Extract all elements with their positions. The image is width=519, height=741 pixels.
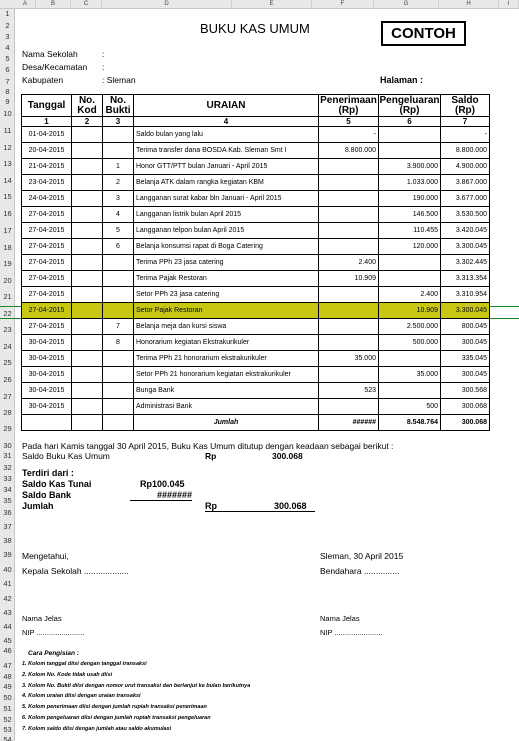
column-header[interactable]: C	[71, 0, 102, 9]
total-cell-blank[interactable]	[103, 415, 134, 431]
table-row[interactable]	[22, 383, 490, 399]
bank-value: #######	[130, 491, 192, 501]
row-number[interactable]: 6	[5, 65, 10, 74]
cell-penerimaan[interactable]	[319, 175, 379, 191]
sig-right-nip: NIP .......................	[320, 628, 383, 637]
table-row[interactable]	[22, 319, 490, 335]
cell-bukti[interactable]	[103, 127, 134, 143]
cell-uraian[interactable]: Langganan telpon bulan April 2015	[134, 223, 319, 239]
closing-saldo-value: 300.068	[272, 451, 303, 461]
header-no-bukti[interactable]: No. Bukti	[103, 95, 134, 117]
row-number[interactable]: 4	[5, 43, 10, 52]
instruction-item: 6. Kolom pengeluaran diisi dengan jumlah rupiah transaksi pengeluaran	[22, 715, 211, 721]
cell-saldo[interactable]: 300.045	[441, 367, 490, 383]
sig-left-top: Mengetahui,	[22, 551, 69, 561]
page-label: Halaman :	[380, 75, 424, 85]
row-number[interactable]: 13	[3, 159, 12, 168]
row-number[interactable]: 52	[3, 715, 12, 724]
cell-kod[interactable]	[72, 255, 103, 271]
closing-saldo-label: Saldo Buku Kas Umum	[22, 451, 110, 461]
cell-penerimaan[interactable]	[319, 159, 379, 175]
cell-bukti[interactable]	[103, 383, 134, 399]
cell-uraian[interactable]: Belanja meja dan kursi siswa	[134, 319, 319, 335]
cell-date[interactable]: 27-04-2015	[22, 319, 72, 335]
sig-left-nip: NIP .......................	[22, 628, 85, 637]
table-row[interactable]	[22, 351, 490, 367]
cell-saldo[interactable]: 8.800.000	[441, 143, 490, 159]
row-number[interactable]: 3	[5, 32, 10, 41]
row-number[interactable]: 16	[3, 209, 12, 218]
cell-bukti[interactable]	[103, 271, 134, 287]
cell-penerimaan[interactable]	[319, 367, 379, 383]
column-number: 1	[22, 117, 72, 127]
cell-kod[interactable]	[72, 271, 103, 287]
total-cell-blank[interactable]	[72, 415, 103, 431]
cell-date[interactable]: 30-04-2015	[22, 335, 72, 351]
row-number[interactable]: 17	[3, 226, 12, 235]
row-number[interactable]: 28	[3, 408, 12, 417]
row-number[interactable]: 24	[3, 342, 12, 351]
table-row[interactable]	[22, 367, 490, 383]
cell-uraian[interactable]: Langganan surat kabar bln Januari - April 2015	[134, 191, 319, 207]
column-header-bar	[0, 0, 519, 9]
instructions-title: Cara Pengisian :	[28, 650, 79, 657]
column-number: 6	[379, 117, 441, 127]
cell-pengeluaran[interactable]: 35.000	[379, 367, 441, 383]
row-number[interactable]: 46	[3, 646, 12, 655]
cell-date[interactable]: 30-04-2015	[22, 399, 72, 415]
row-number[interactable]: 14	[3, 176, 12, 185]
cell-saldo[interactable]: 3.530.500	[441, 207, 490, 223]
column-header[interactable]: G	[374, 0, 439, 9]
cell-uraian[interactable]: Terima PPh 21 honorarium ekstrakurikuler	[134, 351, 319, 367]
table-row[interactable]	[22, 191, 490, 207]
row-number[interactable]: 50	[3, 693, 12, 702]
cell-saldo[interactable]: -	[441, 127, 490, 143]
cell-bukti[interactable]: 7	[103, 319, 134, 335]
cell-date[interactable]: 24-04-2015	[22, 191, 72, 207]
row-number[interactable]: 53	[3, 725, 12, 734]
bank-label: Saldo Bank	[22, 490, 72, 500]
cell-bukti[interactable]	[103, 351, 134, 367]
cell-penerimaan[interactable]	[319, 191, 379, 207]
cell-date[interactable]: 20-04-2015	[22, 143, 72, 159]
cell-bukti[interactable]	[103, 303, 134, 319]
row-number[interactable]: 36	[3, 508, 12, 517]
cell-saldo[interactable]: 3.300.045	[441, 239, 490, 255]
cell-bukti[interactable]	[103, 255, 134, 271]
cash-book-table	[21, 94, 490, 431]
column-header[interactable]: E	[232, 0, 312, 9]
cell-uraian[interactable]: Setor PPh 23 jasa catering	[134, 287, 319, 303]
row-number[interactable]: 45	[3, 636, 12, 645]
cell-date[interactable]: 01-04-2015	[22, 127, 72, 143]
cell-uraian[interactable]: Bunga Bank	[134, 383, 319, 399]
cell-pengeluaran[interactable]: 500	[379, 399, 441, 415]
instruction-item: 5. Kolom penerimaan diisi dengan jumlah rupiah transaksi penerimaan	[22, 704, 207, 711]
cell-saldo[interactable]: 300.568	[441, 383, 490, 399]
row-number[interactable]: 23	[3, 325, 12, 334]
cell-uraian[interactable]: Terima transfer dana BOSDA Kab. Sleman Smt I	[134, 143, 319, 159]
cell-pengeluaran[interactable]	[379, 127, 441, 143]
cell-date[interactable]: 27-04-2015	[22, 239, 72, 255]
header-uraian[interactable]: URAIAN	[134, 95, 319, 117]
cell-bukti[interactable]	[103, 143, 134, 159]
cell-date[interactable]: 27-04-2015	[22, 207, 72, 223]
cell-kod[interactable]	[72, 367, 103, 383]
row-header-bar	[0, 9, 15, 741]
row-number[interactable]: 19	[3, 259, 12, 268]
row-number[interactable]: 7	[5, 77, 10, 86]
row-number[interactable]: 21	[3, 292, 12, 301]
cell-bukti[interactable]	[103, 367, 134, 383]
column-number: 7	[441, 117, 490, 127]
cell-date[interactable]: 27-04-2015	[22, 223, 72, 239]
column-header[interactable]: A	[15, 0, 36, 9]
cell-uraian[interactable]: Saldo bulan yang lalu	[134, 127, 319, 143]
row-number[interactable]: 26	[3, 375, 12, 384]
cell-uraian[interactable]: Honorarium kegiatan Ekstrakurikuler	[134, 335, 319, 351]
cell-pengeluaran[interactable]	[379, 143, 441, 159]
row-number[interactable]: 9	[5, 97, 10, 106]
row-number[interactable]: 41	[3, 579, 12, 588]
row-number[interactable]: 49	[3, 682, 12, 691]
cell-saldo[interactable]: 300.068	[441, 399, 490, 415]
cell-uraian[interactable]: Honor GTT/PTT bulan Januari - April 2015	[134, 159, 319, 175]
header-penerimaan[interactable]: Penerimaan (Rp)	[320, 94, 377, 116]
table-row[interactable]	[22, 335, 490, 351]
cell-uraian[interactable]: Belanja konsumsi rapat di Boga Catering	[134, 239, 319, 255]
instruction-item: 1. Kolom tanggal diisi dengan tanggal transaksi	[22, 661, 147, 667]
cell-penerimaan[interactable]: -	[319, 127, 379, 143]
cell-penerimaan[interactable]	[319, 399, 379, 415]
cell-kod[interactable]	[72, 239, 103, 255]
table-row[interactable]	[22, 287, 490, 303]
row-number[interactable]: 51	[3, 704, 12, 713]
cell-penerimaan[interactable]: 35.000	[319, 351, 379, 367]
cell-kod[interactable]	[72, 399, 103, 415]
total-pengeluaran[interactable]: 8.548.764	[379, 415, 441, 431]
cell-bukti[interactable]	[103, 399, 134, 415]
cell-pengeluaran[interactable]: 500.000	[379, 335, 441, 351]
table-row[interactable]	[22, 271, 490, 287]
cell-kod[interactable]	[72, 383, 103, 399]
village-label: Desa/Kecamatan	[22, 62, 88, 72]
cell-pengeluaran[interactable]	[379, 383, 441, 399]
column-header[interactable]: B	[36, 0, 71, 9]
row-number[interactable]: 40	[3, 565, 12, 574]
row-number[interactable]: 38	[3, 536, 12, 545]
page-title: BUKU KAS UMUM	[200, 21, 310, 36]
row-number[interactable]: 30	[3, 441, 12, 450]
tunai-label: Saldo Kas Tunai	[22, 479, 92, 489]
column-header[interactable]: F	[312, 0, 374, 9]
school-colon: :	[102, 49, 105, 59]
cell-saldo[interactable]: 800.045	[441, 319, 490, 335]
cell-date[interactable]: 27-04-2015	[22, 287, 72, 303]
cell-saldo[interactable]: 335.045	[441, 351, 490, 367]
cell-saldo[interactable]: 3.677.000	[441, 191, 490, 207]
table-row[interactable]	[22, 175, 490, 191]
cell-saldo[interactable]: 300.045	[441, 335, 490, 351]
cell-penerimaan[interactable]	[319, 223, 379, 239]
jumlah-currency: Rp	[205, 502, 315, 512]
cell-penerimaan[interactable]	[319, 303, 379, 319]
sig-right-name: Nama Jelas	[320, 614, 360, 623]
row-number[interactable]: 15	[3, 192, 12, 201]
row-number[interactable]: 1	[5, 9, 10, 18]
sig-left-role: Kepala Sekolah ...................	[22, 566, 129, 576]
table-row[interactable]	[22, 303, 490, 319]
row-number[interactable]: 42	[3, 594, 12, 603]
cell-pengeluaran[interactable]: 2.400	[379, 287, 441, 303]
column-number: 5	[319, 117, 379, 127]
total-cell-blank[interactable]	[22, 415, 72, 431]
cell-uraian[interactable]: Administrasi Bank	[134, 399, 319, 415]
cell-kod[interactable]	[72, 175, 103, 191]
cell-kod[interactable]	[72, 351, 103, 367]
row-number[interactable]: 35	[3, 496, 12, 505]
row-number[interactable]: 33	[3, 474, 12, 483]
column-header[interactable]: I	[499, 0, 519, 9]
row-number[interactable]: 31	[3, 451, 12, 460]
cell-penerimaan[interactable]	[319, 287, 379, 303]
cell-kod[interactable]	[72, 335, 103, 351]
cell-penerimaan[interactable]: 10.909	[319, 271, 379, 287]
row-number[interactable]: 54	[3, 735, 12, 741]
sig-left-name: Nama Jelas	[22, 614, 62, 623]
table-row[interactable]	[22, 207, 490, 223]
contoh-badge: CONTOH	[381, 21, 466, 46]
row-number[interactable]: 47	[3, 661, 12, 670]
table-row[interactable]	[22, 239, 490, 255]
total-saldo[interactable]: 300.068	[441, 415, 490, 431]
cell-pengeluaran[interactable]: 120.000	[379, 239, 441, 255]
row-number[interactable]: 43	[3, 608, 12, 617]
cell-pengeluaran[interactable]: 190.000	[379, 191, 441, 207]
tunai-value: Rp100.045	[140, 479, 185, 489]
cell-date[interactable]: 30-04-2015	[22, 367, 72, 383]
row-number[interactable]: 12	[3, 143, 12, 152]
cell-date[interactable]: 30-04-2015	[22, 383, 72, 399]
cell-bukti[interactable]: 5	[103, 223, 134, 239]
instruction-item: 2. Kolom No. Kode tidak usah diisi	[22, 671, 113, 678]
cell-penerimaan[interactable]	[319, 335, 379, 351]
column-number: 3	[103, 117, 134, 127]
row-number[interactable]: 2	[5, 21, 10, 30]
cell-date[interactable]: 30-04-2015	[22, 351, 72, 367]
cell-uraian[interactable]: Setor PPh 21 honorarium kegiatan ekstrakurikuler	[134, 367, 319, 383]
cell-penerimaan[interactable]	[319, 207, 379, 223]
table-row[interactable]	[22, 159, 490, 175]
row-number[interactable]: 34	[3, 485, 12, 494]
cell-kod[interactable]	[72, 191, 103, 207]
cell-kod[interactable]	[72, 287, 103, 303]
cell-kod[interactable]	[72, 223, 103, 239]
table-row[interactable]	[22, 143, 490, 159]
cell-date[interactable]: 27-04-2015	[22, 255, 72, 271]
cell-pengeluaran[interactable]: 1.033.000	[379, 175, 441, 191]
cell-kod[interactable]	[72, 319, 103, 335]
header-saldo[interactable]: Saldo (Rp)	[441, 95, 490, 117]
row-number[interactable]: 20	[3, 276, 12, 285]
regency-value: : Sleman	[102, 75, 136, 85]
village-colon: :	[102, 62, 105, 72]
cell-saldo[interactable]: 3.420.045	[441, 223, 490, 239]
table-row[interactable]	[22, 399, 490, 415]
cell-saldo[interactable]: 3.310.954	[441, 287, 490, 303]
cell-saldo[interactable]: 3.300.045	[441, 303, 490, 319]
cell-kod[interactable]	[72, 303, 103, 319]
cell-uraian[interactable]: Setor Pajak Restoran	[134, 303, 319, 319]
regency-label: Kabupaten	[22, 75, 64, 85]
table-row[interactable]	[22, 255, 490, 271]
cell-kod[interactable]	[72, 159, 103, 175]
cell-bukti[interactable]: 8	[103, 335, 134, 351]
cell-date[interactable]: 27-04-2015	[22, 271, 72, 287]
cell-pengeluaran[interactable]: 2.500.000	[379, 319, 441, 335]
closing-saldo-currency: Rp	[205, 451, 217, 461]
row-number[interactable]: 8	[5, 87, 10, 96]
cell-saldo[interactable]: 4.900.000	[441, 159, 490, 175]
cell-pengeluaran[interactable]	[379, 255, 441, 271]
cell-bukti[interactable]: 3	[103, 191, 134, 207]
cell-penerimaan[interactable]	[319, 239, 379, 255]
cell-date[interactable]: 23-04-2015	[22, 175, 72, 191]
sig-right-top: Sleman, 30 April 2015	[320, 551, 404, 561]
row-number[interactable]: 39	[3, 550, 12, 559]
cell-penerimaan[interactable]: 2.400	[319, 255, 379, 271]
row-number[interactable]: 22	[3, 309, 12, 318]
header-no-kod[interactable]: No. Kod	[72, 95, 103, 117]
row-number[interactable]: 29	[3, 424, 12, 433]
cell-saldo[interactable]: 3.302.445	[441, 255, 490, 271]
cell-uraian[interactable]: Terima PPh 23 jasa catering	[134, 255, 319, 271]
cell-pengeluaran[interactable]: 10.909	[379, 303, 441, 319]
cell-saldo[interactable]: 3.313.354	[441, 271, 490, 287]
row-number[interactable]: 44	[3, 622, 12, 631]
cell-kod[interactable]	[72, 143, 103, 159]
cell-bukti[interactable]: 4	[103, 207, 134, 223]
jumlah-value: 300.068	[274, 501, 307, 511]
cell-uraian[interactable]: Belanja ATK dalam rangka kegiatan KBM	[134, 175, 319, 191]
cell-uraian[interactable]: Langganan listrik bulan April 2015	[134, 207, 319, 223]
header-pengeluaran[interactable]: Pengeluaran (Rp)	[379, 94, 440, 116]
cell-pengeluaran[interactable]: 110.455	[379, 223, 441, 239]
cell-bukti[interactable]: 1	[103, 159, 134, 175]
column-number: 4	[134, 117, 319, 127]
jumlah-label: Jumlah	[22, 501, 54, 511]
instruction-item: 3. Kolom No. Bukti diisi dengan nomor urut transaksi dan berlanjut ke bulan berikutnya	[22, 682, 251, 689]
row-number[interactable]: 27	[3, 392, 12, 401]
cell-bukti[interactable]	[103, 287, 134, 303]
row-number[interactable]: 25	[3, 358, 12, 367]
row-number[interactable]: 5	[5, 54, 10, 63]
column-header[interactable]: D	[102, 0, 232, 9]
row-number[interactable]: 11	[3, 126, 12, 135]
cell-bukti[interactable]: 6	[103, 239, 134, 255]
cell-penerimaan[interactable]: 8.800.000	[319, 143, 379, 159]
cell-kod[interactable]	[72, 207, 103, 223]
cell-penerimaan[interactable]	[319, 319, 379, 335]
cell-uraian[interactable]: Terima Pajak Restoran	[134, 271, 319, 287]
table-row[interactable]	[22, 223, 490, 239]
cell-penerimaan[interactable]: 523	[319, 383, 379, 399]
column-number: 2	[72, 117, 103, 127]
cell-pengeluaran[interactable]: 146.500	[379, 207, 441, 223]
cell-pengeluaran[interactable]	[379, 351, 441, 367]
cell-pengeluaran[interactable]: 3.900.000	[379, 159, 441, 175]
terdiri-label: Terdiri dari :	[22, 468, 74, 478]
table-row[interactable]	[22, 127, 490, 143]
row-number[interactable]: 18	[3, 243, 12, 252]
total-penerimaan[interactable]: ######	[319, 415, 379, 431]
cell-date[interactable]: 21-04-2015	[22, 159, 72, 175]
total-label[interactable]: Jumlah	[134, 415, 319, 431]
closing-statement: Pada hari Kamis tanggal 30 April 2015, Buku Kas Umum ditutup dengan keadaan sebagai berikut :	[22, 441, 394, 451]
row-number[interactable]: 48	[3, 672, 12, 681]
column-header[interactable]: H	[439, 0, 499, 9]
cell-date[interactable]: 27-04-2015	[22, 303, 72, 319]
cell-bukti[interactable]: 2	[103, 175, 134, 191]
sig-right-role: Bendahara ...............	[320, 566, 400, 576]
row-number[interactable]: 37	[3, 522, 12, 531]
header-tanggal[interactable]: Tanggal	[22, 95, 72, 117]
school-label: Nama Sekolah	[22, 49, 78, 59]
row-number[interactable]: 10	[3, 109, 12, 118]
instruction-item: 7. Kolom saldo diisi dengan jumlah atau saldo akumulasi	[22, 725, 172, 732]
cell-saldo[interactable]: 3.867.000	[441, 175, 490, 191]
row-number[interactable]: 32	[3, 463, 12, 472]
cell-pengeluaran[interactable]	[379, 271, 441, 287]
cell-kod[interactable]	[72, 127, 103, 143]
instruction-item: 4. Kolom uraian diisi dengan uraian transaksi	[22, 693, 141, 700]
